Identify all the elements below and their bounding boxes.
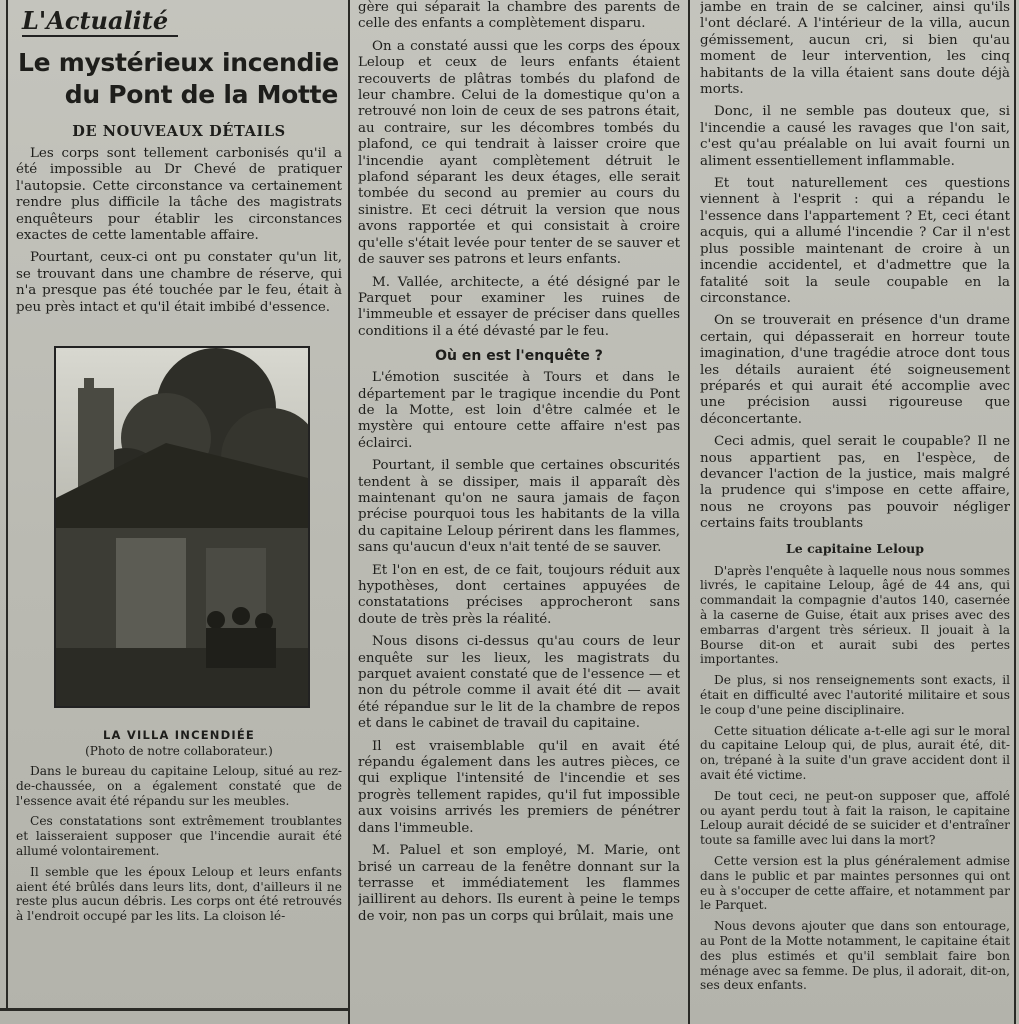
paragraph: Nous devons ajouter que dans son entourage, au Pont de la Motte notamment, le capitaine était des plus estimés et qu'il semblait faire bon ménage avec sa femme. De plus, il adorait, dit-on, ses deux enfants. bbox=[700, 919, 1010, 993]
paragraph: Cette version est la plus généralement admise dans le public et par maintes personnes qui ont eu à s'occuper de cette affaire, et notamment par le Parquet. bbox=[700, 853, 1010, 913]
paragraph: Pourtant, il semble que certaines obscurités tendent à se dissiper, mais il apparaît dès maintenant qu'on ne saura jamais de façon précise pourquoi tous les habitants de la villa du capitaine Leloup périrent dans les flammes, sans qu'aucun d'eux n'ait tenté de se sauver. bbox=[358, 458, 680, 556]
paragraph: Donc, il ne semble pas douteux que, si l'incendie a causé les ravages que l'on sait, c'est qu'au préalable on lui avait fourni un aliment essentiellement inflammable. bbox=[700, 104, 1010, 169]
column-1 bbox=[16, 0, 342, 1010]
subhead-captain: Le capitaine Leloup bbox=[786, 540, 924, 556]
subhead-inquiry: Où en est l'enquête ? bbox=[435, 348, 603, 365]
column-rule-left bbox=[6, 0, 8, 1010]
paragraph: D'après l'enquête à laquelle nous nous sommes livrés, le capitaine Leloup, âgé de 44 ans, qui commandait la compagnie d'autos 140, casernée à la caserne de Guise, était aux prises avec des embarras d'argent très sérieux. Il jouait à la Bourse dit-on et aurait subi des pertes importantes. bbox=[700, 563, 1010, 667]
column-2 bbox=[358, 0, 680, 1024]
paragraph: Ceci admis, quel serait le coupable? Il ne nous appartient pas, en l'espèce, de devancer l'action de la justice, mais malgré la prudence qui s'impose en cette affaire, nous ne croyons pas pouvoir négliger certains faits troublants bbox=[700, 434, 1010, 532]
column-rule-1 bbox=[348, 0, 350, 1024]
paragraph: M. Vallée, architecte, a été désigné par le Parquet pour examiner les ruines de l'immeuble et essayer de préciser dans quelles conditions il a été dévasté par le feu. bbox=[358, 274, 680, 339]
paragraph: jambe en train de se calciner, ainsi qu'ils l'ont déclaré. A l'intérieur de la villa, aucun gémissement, aucun cri, si bien qu'au moment de leur intervention, les cinq habitants de la villa étaient sans doute déjà morts. bbox=[700, 0, 1010, 98]
column-3 bbox=[700, 0, 1010, 1024]
paragraph: Les corps sont tellement carbonisés qu'il a été impossible au Dr Chevé de pratiquer l'autopsie. Cette circonstance va certainement rendre plus difficile la tâche des magistrats enquêteurs pour établir les circonstances exactes de cette lamentable affaire. bbox=[16, 146, 342, 244]
paragraph: On se trouverait en présence d'un drame certain, qui dépasserait en horreur toute imagination, d'une tragédie atroce dont tous les détails auraient été soigneusement préparés et qui aurait été accomplie avec une précision aussi rigoureuse que déconcertante. bbox=[700, 313, 1010, 427]
paragraph: Et tout naturellement ces questions viennent à l'esprit : qui a répandu le l'essence dans l'appartement ? Et, ceci étant acquis, qui a allumé l'incendie ? Car il n'est plus possible maintenant de croire à un incendie accidentel, et d'admettre que la fatalité soit la seule coupable en la circonstance. bbox=[700, 176, 1010, 306]
paragraph: gère qui séparait la chambre des parents de celle des enfants a complètement disparu. bbox=[358, 0, 680, 32]
paragraph: Pourtant, ceux-ci ont pu constater qu'un lit, se trouvant dans une chambre de réserve, qui n'a presque pas été touchée par le feu, était à peu près intact et qu'il était imbibé d'essence. bbox=[16, 250, 342, 315]
villa-photo-image bbox=[56, 348, 308, 706]
subhead-new-details: DE NOUVEAUX DÉTAILS bbox=[72, 123, 286, 140]
paragraph: M. Paluel et son employé, M. Marie, ont brisé un carreau de la fenêtre donnant sur la terrasse et immédiatement les flammes jaillirent au dehors. Ils eurent à peine le temps de voir, non pas un corps qui brûlait, mais une bbox=[358, 843, 680, 924]
section-title: L'Actualité bbox=[22, 6, 178, 37]
paragraph: Dans le bureau du capitaine Leloup, situé au rez-de-chaussée, on a également constaté que de l'essence avait été répandu sur les meubles. bbox=[16, 764, 342, 808]
photo-caption: LA VILLA INCENDIÉE bbox=[103, 728, 255, 743]
paragraph: De plus, si nos renseignements sont exacts, il était en difficulté avec l'autorité militaire et sous le coup d'une peine disciplinaire. bbox=[700, 673, 1010, 717]
paragraph: On a constaté aussi que les corps des époux Leloup et ceux de leurs enfants étaient recouverts de plâtras tombés du plafond de leur chambre. Celui de la domestique qu'on a retrouvé non loin de ceux de ses patrons était, au contraire, sur les décombres tombés du plafond, ce qui tendrait à laisser croire que l'incendie ayant complètement détruit le plafond séparant les deux étages, elle serait tombée du second au premier au cours du sinistre. Et ceci détruit la version que nous avons rapportée et qui consistait à croire qu'elle s'était levée pour tenter de se sauver et de sauver ses patrons et leurs enfants. bbox=[358, 38, 680, 268]
column-rule-2 bbox=[688, 0, 690, 1024]
paragraph: De tout ceci, ne peut-on supposer que, affolé ou ayant perdu tout à fait la raison, le capitaine Leloup aurait décidé de se suicider et d'entraîner toute sa famille avec lui dans la mort? bbox=[700, 788, 1010, 848]
paragraph: Il est vraisemblable qu'il en avait été répandu également dans les autres pièces, ce qui explique l'intensité de l'incendie et ses progrès tellement rapides, qu'il fut impossible aux voisins arrivés les premiers de pénétrer dans l'immeuble. bbox=[358, 738, 680, 836]
villa-photo bbox=[54, 346, 310, 708]
paragraph: Ces constatations sont extrêmement troublantes et laisseraient supposer que l'incendie aurait été allumé volontairement. bbox=[16, 814, 342, 859]
paragraph: Il semble que les époux Leloup et leurs enfants aient été brûlés dans leurs lits, dont, d'ailleurs il ne reste plus aucun débris. Les corps ont été retrouvés à l'endroit occupé par les lits. La cloison lé- bbox=[16, 864, 342, 924]
paragraph: Cette situation délicate a-t-elle agi sur le moral du capitaine Leloup qui, de plus, aurait été, dit-on, trépané à la suite d'un grave accident dont il avait été victime. bbox=[700, 723, 1010, 782]
article-headline bbox=[16, 47, 342, 111]
paragraph: L'émotion suscitée à Tours et dans le département par le tragique incendie du Pont de la Motte, est loin d'être calmée et le mystère qui entoure cette affaire n'est pas éclairci. bbox=[358, 370, 680, 451]
photo-credit: (Photo de notre collaborateur.) bbox=[85, 744, 273, 759]
paragraph: Nous disons ci-dessus qu'au cours de leur enquête sur les lieux, les magistrats du parquet avaient constaté que de l'essence — et non du pétrole comme il avait été dit — avait été répandue sur le lit de la chambre de repos et dans le cabinet de travail du capitaine. bbox=[358, 634, 680, 732]
paragraph: Et l'on en est, de ce fait, toujours réduit aux hypothèses, dont certaines appuyées de constatations précises approcheront sans doute de très près la réalité. bbox=[358, 562, 680, 627]
headline-line-1: Le mystérieux incendie bbox=[18, 48, 339, 77]
headline-line-2: du Pont de la Motte bbox=[64, 80, 338, 109]
column-rule-right bbox=[1014, 0, 1016, 1024]
